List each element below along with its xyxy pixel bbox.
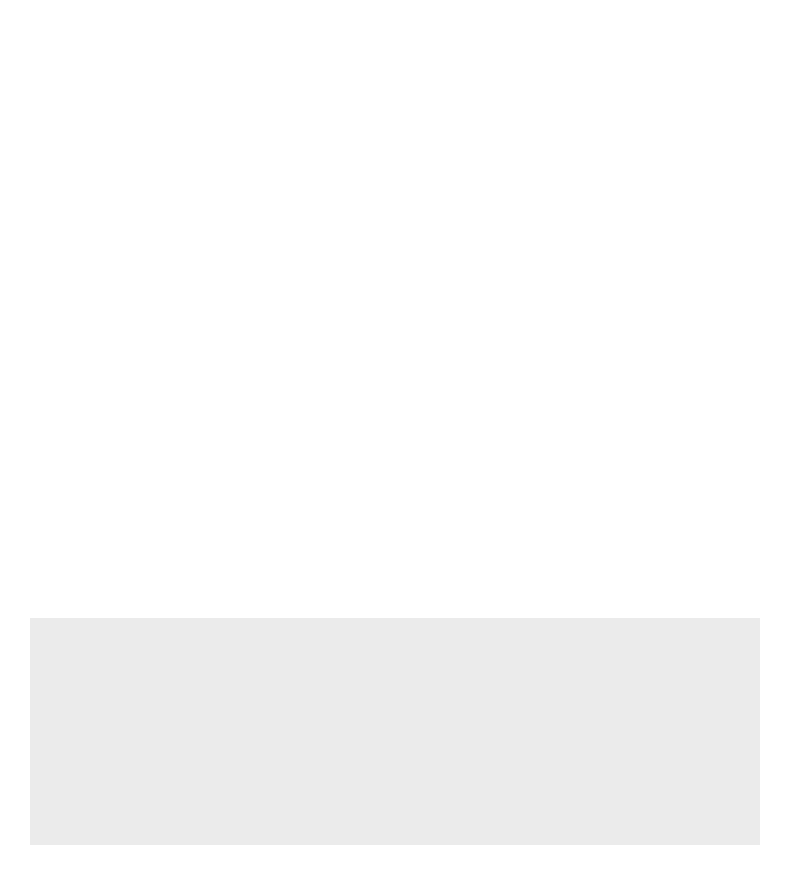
footnotes-panel [30, 616, 760, 845]
